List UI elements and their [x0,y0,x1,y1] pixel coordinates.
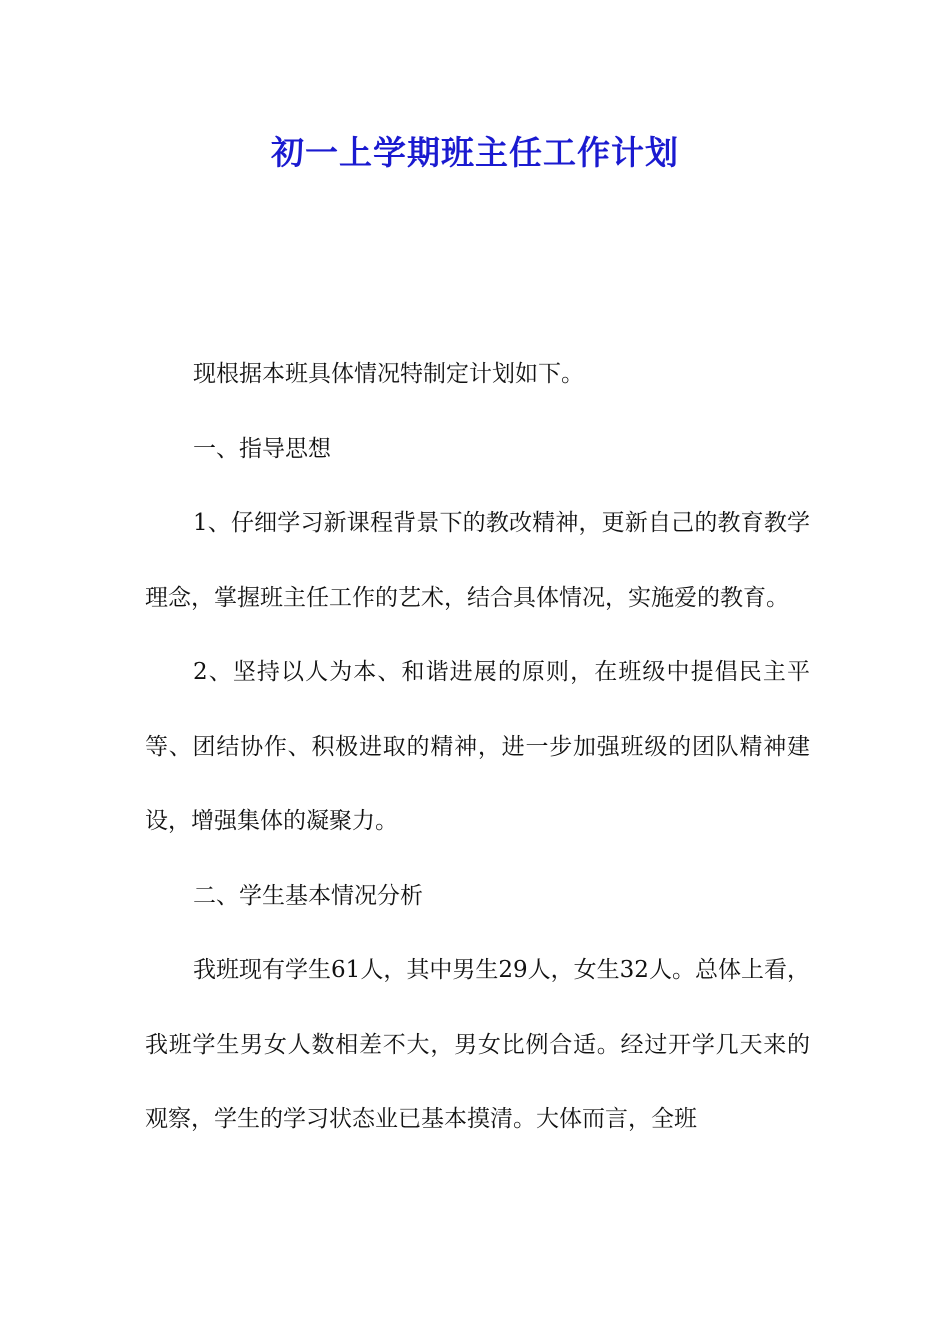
paragraph-point-1: 1、仔细学习新课程背景下的教改精神，更新自己的教育教学理念，掌握班主任工作的艺术，结合具体情况，实施爱的教育。 [145,510,810,611]
section-heading-guiding-thought: 一、指导思想 [193,435,331,462]
paragraph-intro: 现根据本班具体情况特制定计划如下。 [193,361,584,387]
paragraph-point-2: 2、坚持以人为本、和谐进展的原则，在班级中提倡民主平等、团结协作、积极进取的精神，进一步加强班级的团队精神建设，增强集体的凝聚力。 [145,659,810,834]
paragraph-student-analysis: 我班现有学生61人，其中男生29人，女生32人。总体上看，我班学生男女人数相差不大，男女比例合适。经过开学几天来的观察，学生的学习状态业已基本摸清。大体而言，全班 [145,957,810,1132]
document-body [145,337,810,1157]
section-heading-student-analysis: 二、学生基本情况分析 [193,882,423,909]
document-title: 初一上学期班主任工作计划 [271,133,679,172]
